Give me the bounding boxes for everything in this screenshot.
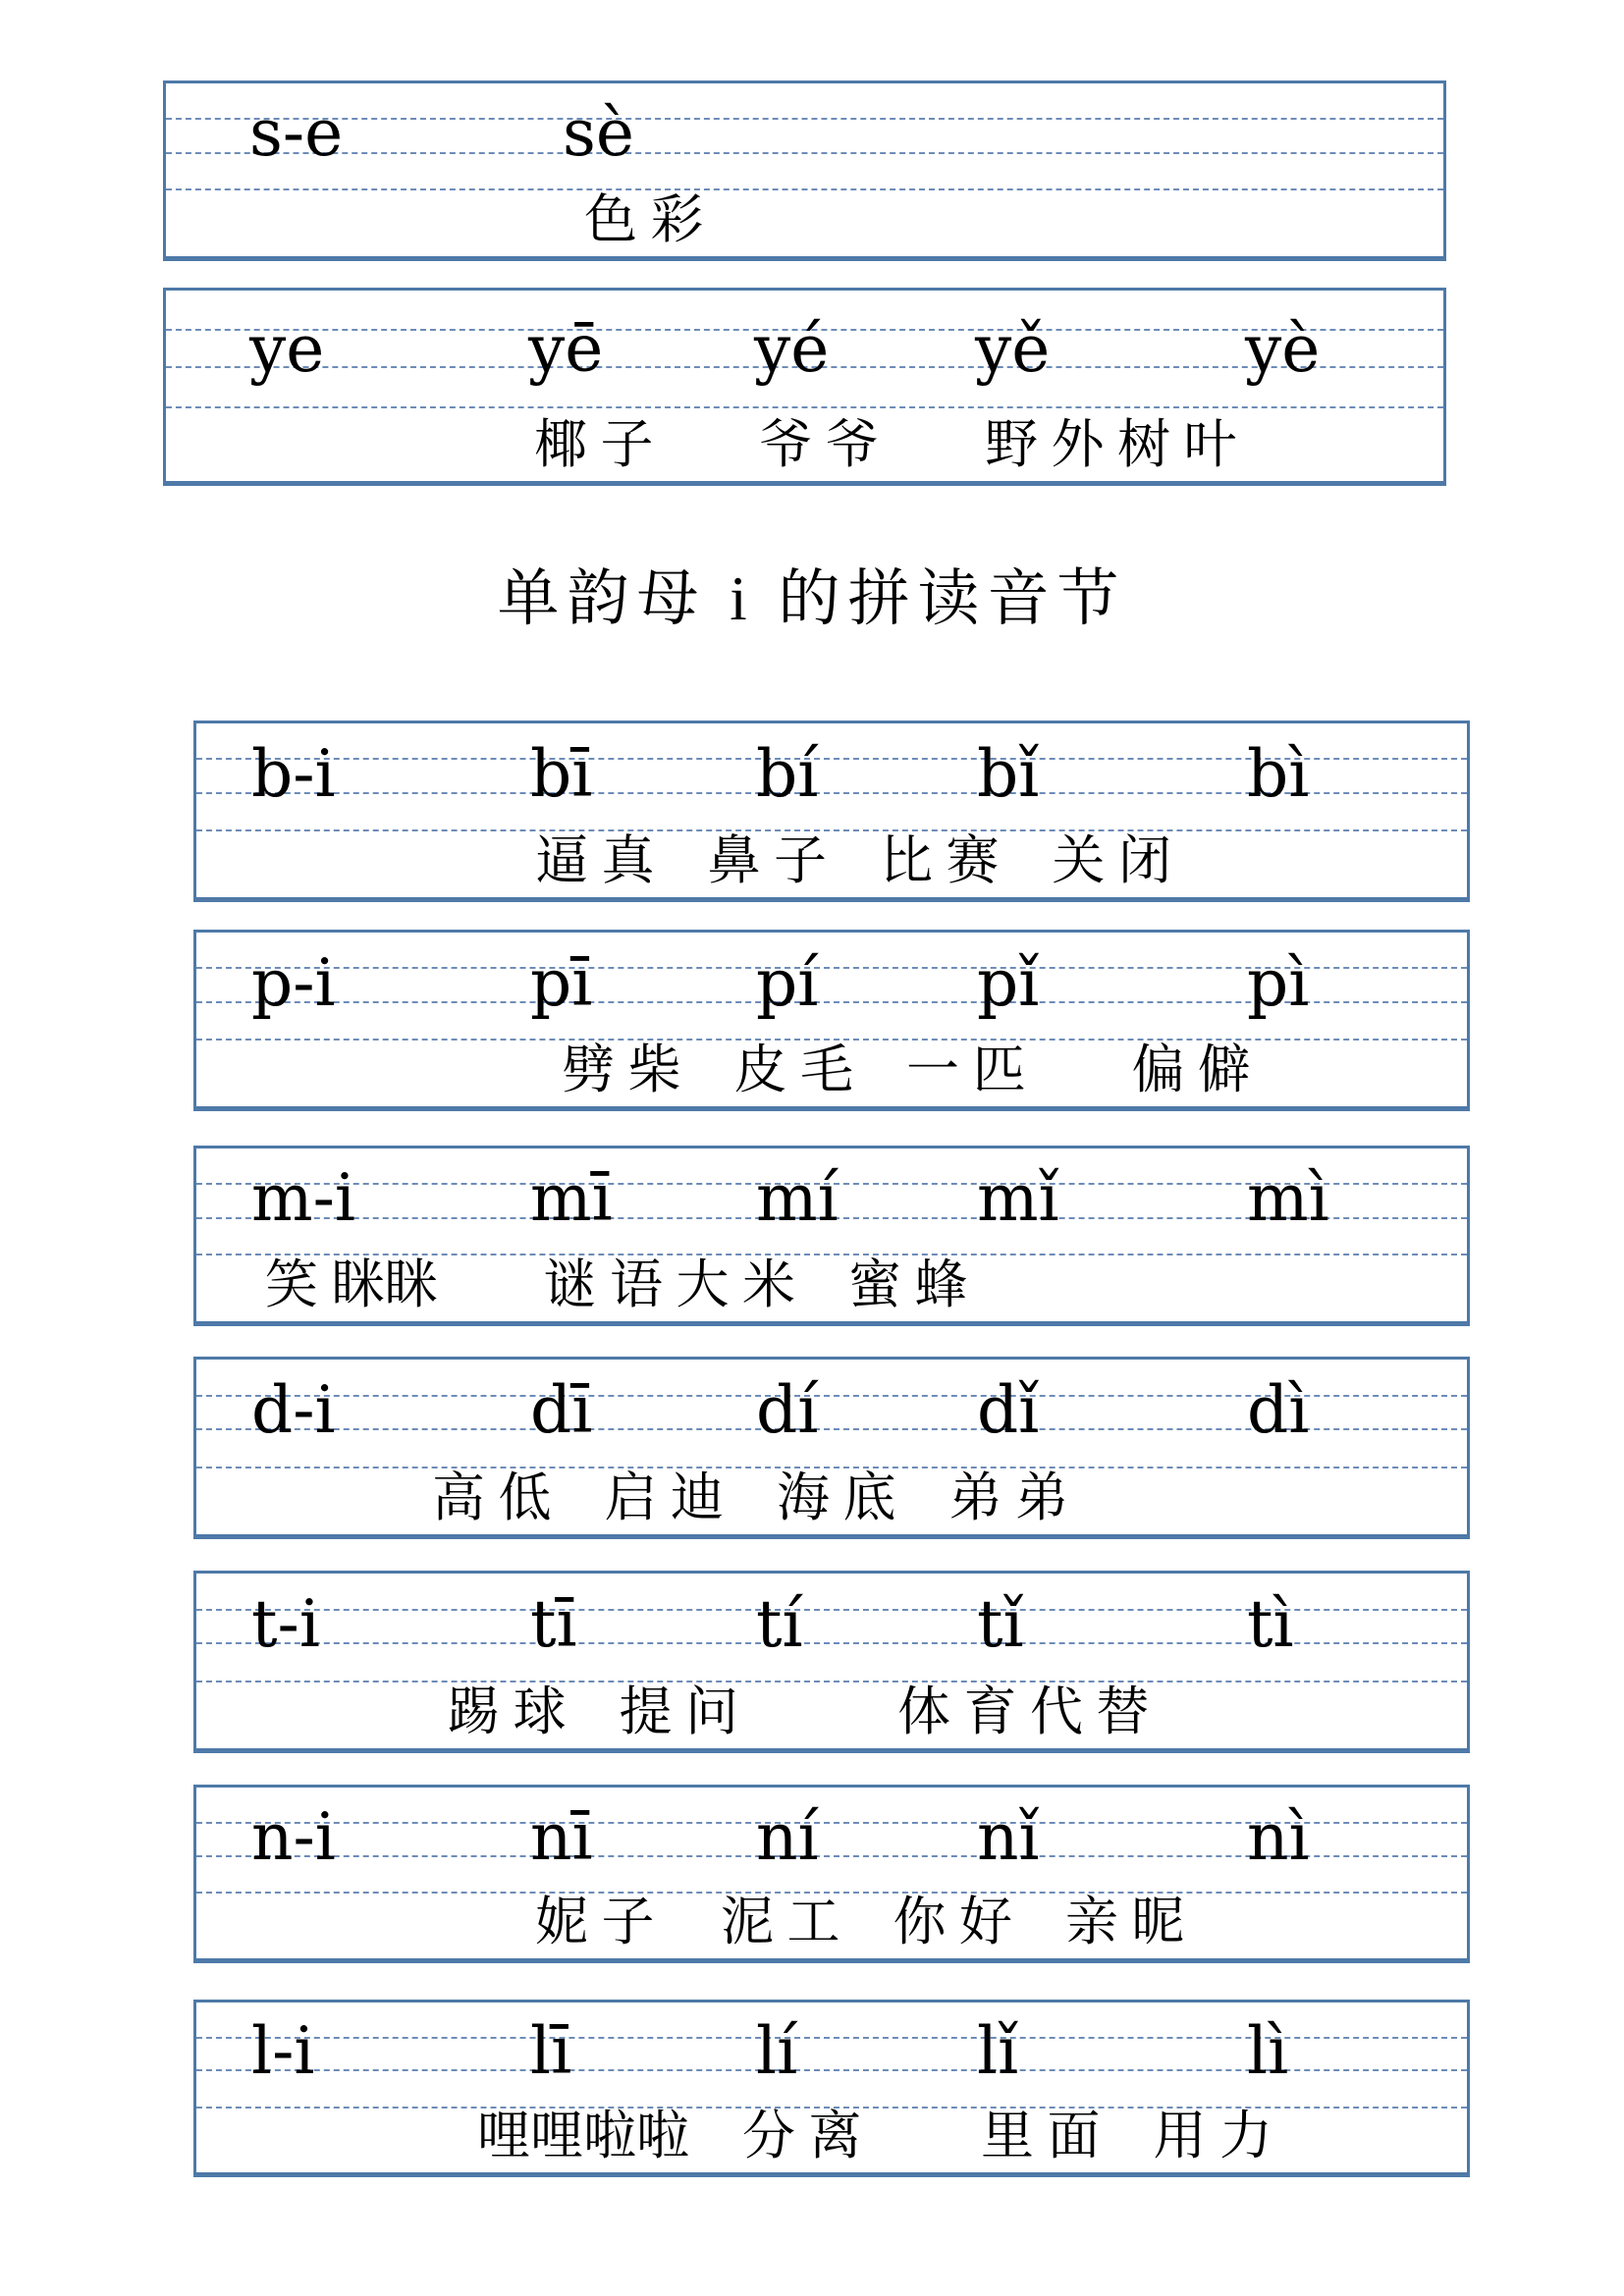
pinyin-syllable: ye <box>249 311 325 388</box>
pinyin-syllable: bǐ <box>977 735 1040 812</box>
pinyin-row <box>196 2002 1467 2090</box>
pinyin-syllable: lì <box>1247 2013 1289 2090</box>
hanzi-words: 哩哩啦啦 分 离 里 面 用 力 <box>477 2106 1272 2165</box>
pinyin-syllable: sè <box>563 95 634 172</box>
pinyin-syllable: lí <box>756 2013 798 2090</box>
pinyin-syllable: pī <box>530 944 593 1021</box>
pinyin-box-ni <box>193 1785 1470 1963</box>
pinyin-syllable: tì <box>1247 1586 1294 1663</box>
pinyin-syllable: yē <box>528 311 604 388</box>
pinyin-box-mi <box>193 1146 1470 1326</box>
pinyin-syllable: lī <box>530 2013 572 2090</box>
pinyin-syllable: yé <box>754 311 830 388</box>
pinyin-syllable: dī <box>530 1372 593 1449</box>
pinyin-syllable: b-i <box>251 735 336 812</box>
pinyin-syllable: bì <box>1247 735 1310 812</box>
pinyin-box-ti <box>193 1571 1470 1753</box>
hanzi-words: 色 彩 <box>584 189 704 249</box>
pinyin-syllable: n-i <box>251 1798 336 1875</box>
pinyin-syllable: dí <box>756 1372 819 1449</box>
hanzi-words: 逼 真 鼻 子 比 赛 关 闭 <box>535 830 1171 890</box>
section-title: 单韵母 i 的拼读音节 <box>497 564 1127 633</box>
pinyin-syllable: tí <box>756 1586 803 1663</box>
pinyin-syllable: ní <box>756 1798 819 1875</box>
pinyin-box-li <box>193 2000 1470 2177</box>
pinyin-syllable: t-i <box>251 1586 320 1663</box>
pinyin-syllable: pǐ <box>977 944 1040 1021</box>
pinyin-syllable: mí <box>756 1160 839 1237</box>
pinyin-syllable: bí <box>756 735 819 812</box>
pinyin-row <box>196 1788 1467 1875</box>
pinyin-row <box>196 1148 1467 1237</box>
hanzi-words: 高 低 启 迪 海 底 弟 弟 <box>432 1468 1068 1527</box>
pinyin-syllable: pì <box>1247 944 1310 1021</box>
pinyin-syllable: mì <box>1247 1160 1329 1237</box>
hanzi-words: 椰 子 爷 爷 野 外 树 叶 <box>534 414 1237 474</box>
pinyin-syllable: l-i <box>251 2013 315 2090</box>
pinyin-syllable: m-i <box>251 1160 355 1237</box>
guide-line <box>166 188 1443 190</box>
hanzi-words: 劈 柴 皮 毛 一 匹 偏 僻 <box>562 1040 1251 1099</box>
pinyin-syllable: yě <box>975 311 1051 388</box>
hanzi-words: 踢 球 提 问 体 育 代 替 <box>447 1682 1150 1741</box>
pinyin-box-se <box>163 80 1446 261</box>
pinyin-row <box>196 933 1467 1021</box>
pinyin-syllable: mī <box>530 1160 613 1237</box>
pinyin-row <box>166 291 1443 388</box>
pinyin-syllable: yè <box>1245 311 1321 388</box>
pinyin-syllable: nì <box>1247 1798 1310 1875</box>
pinyin-syllable: d-i <box>251 1372 336 1449</box>
pinyin-syllable: pí <box>756 944 819 1021</box>
guide-line <box>166 406 1443 408</box>
hanzi-words: 笑 眯眯 谜 语 大 米 蜜 蜂 <box>265 1255 968 1314</box>
pinyin-syllable: s-e <box>249 95 344 172</box>
pinyin-row <box>166 83 1443 172</box>
pinyin-syllable: mǐ <box>977 1160 1059 1237</box>
pinyin-row <box>196 1360 1467 1449</box>
pinyin-syllable: bī <box>530 735 593 812</box>
pinyin-box-di <box>193 1357 1470 1539</box>
pinyin-syllable: nǐ <box>977 1798 1040 1875</box>
pinyin-syllable: tī <box>530 1586 577 1663</box>
pinyin-syllable: tǐ <box>977 1586 1024 1663</box>
pinyin-row <box>196 723 1467 812</box>
pinyin-row <box>196 1574 1467 1663</box>
hanzi-words: 妮 子 泥 工 你 好 亲 昵 <box>535 1892 1185 1951</box>
pinyin-box-pi <box>193 930 1470 1111</box>
pinyin-syllable: nī <box>530 1798 593 1875</box>
pinyin-syllable: p-i <box>251 944 336 1021</box>
pinyin-box-bi <box>193 721 1470 902</box>
pinyin-syllable: dǐ <box>977 1372 1040 1449</box>
pinyin-box-ye <box>163 288 1446 486</box>
pinyin-syllable: dì <box>1247 1372 1310 1449</box>
pinyin-syllable: lǐ <box>977 2013 1019 2090</box>
